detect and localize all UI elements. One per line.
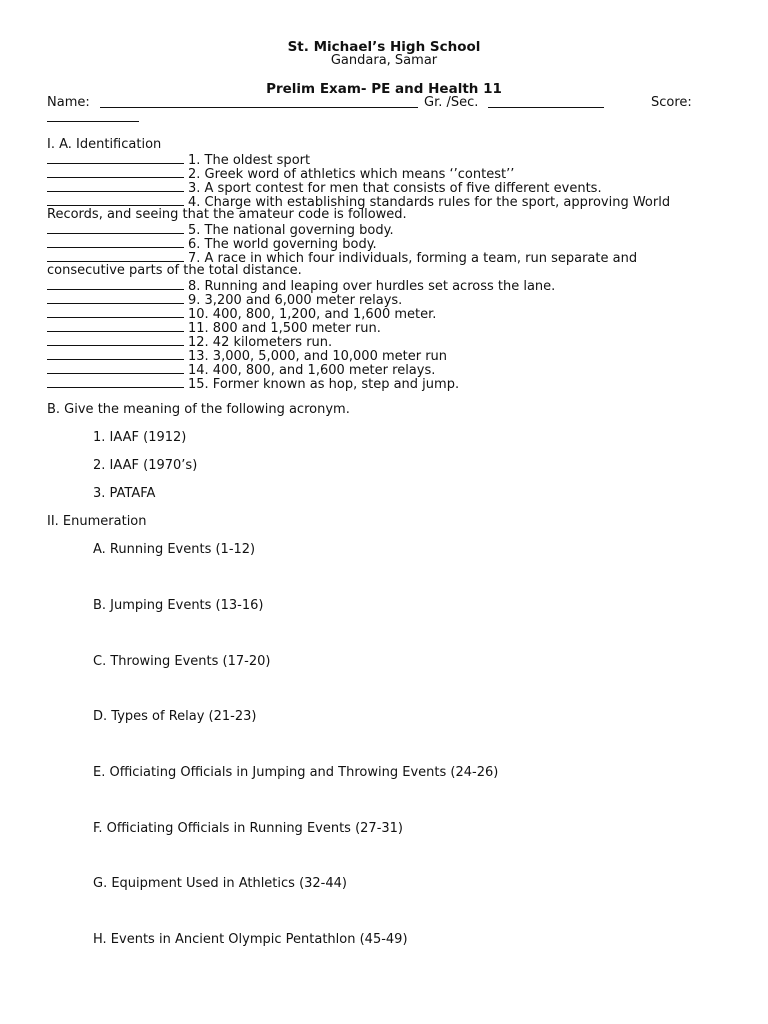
answer-blank[interactable]: [47, 292, 184, 304]
school-location: Gandara, Samar: [330, 53, 438, 68]
answer-blank[interactable]: [47, 348, 184, 360]
identification-item: 1. The oldest sport: [47, 152, 727, 168]
identification-item: 6. The world governing body.: [47, 236, 727, 252]
answer-blank[interactable]: [47, 152, 184, 164]
answer-blank[interactable]: [47, 334, 184, 346]
acronym-item: 1. IAAF (1912): [93, 430, 187, 445]
enumeration-item: D. Types of Relay (21-23): [93, 709, 257, 724]
enumeration-heading: II. Enumeration: [47, 514, 147, 529]
exam-title: Prelim Exam- PE and Health 11: [266, 81, 502, 97]
identification-item: 15. Former known as hop, step and jump.: [47, 376, 727, 392]
identification-item: 10. 400, 800, 1,200, and 1,600 meter.: [47, 306, 727, 322]
identification-item: 3. A sport contest for men that consists of five different events.: [47, 180, 727, 196]
answer-blank[interactable]: [47, 222, 184, 234]
answer-blank[interactable]: [47, 278, 184, 290]
identification-item-continuation: Records, and seeing that the amateur code is followed.: [47, 207, 407, 222]
acronym-item: 2. IAAF (1970’s): [93, 458, 198, 473]
enumeration-item: H. Events in Ancient Olympic Pentathlon (45-49): [93, 932, 408, 947]
score-label: Score:: [651, 95, 692, 110]
enumeration-item: G. Equipment Used in Athletics (32-44): [93, 876, 347, 891]
identification-item: 8. Running and leaping over hurdles set across the lane.: [47, 278, 727, 294]
identification-item: 12. 42 kilometers run.: [47, 334, 727, 350]
name-blank[interactable]: [100, 96, 418, 108]
identification-item: 11. 800 and 1,500 meter run.: [47, 320, 727, 336]
acronym-item: 3. PATAFA: [93, 486, 156, 501]
identification-heading: I. A. Identification: [47, 137, 162, 152]
answer-blank[interactable]: [47, 166, 184, 178]
school-name: St. Michael’s High School: [287, 39, 481, 55]
answer-blank[interactable]: [47, 236, 184, 248]
answer-blank[interactable]: [47, 306, 184, 318]
enumeration-item: B. Jumping Events (13-16): [93, 598, 264, 613]
score-blank[interactable]: [47, 110, 139, 122]
identification-item: 2. Greek word of athletics which means ‘’contest’’: [47, 166, 727, 182]
enumeration-item: E. Officiating Officials in Jumping and Throwing Events (24-26): [93, 765, 499, 780]
answer-blank[interactable]: [47, 180, 184, 192]
grsec-label: Gr. /Sec.: [424, 95, 479, 110]
name-label: Name:: [47, 95, 90, 110]
identification-item: 5. The national governing body.: [47, 222, 727, 238]
acronym-heading: B. Give the meaning of the following acronym.: [47, 402, 350, 417]
identification-item: 14. 400, 800, and 1,600 meter relays.: [47, 362, 727, 378]
answer-blank[interactable]: [47, 250, 184, 262]
answer-blank[interactable]: [47, 362, 184, 374]
enumeration-item: A. Running Events (1-12): [93, 542, 256, 557]
identification-item: 9. 3,200 and 6,000 meter relays.: [47, 292, 727, 308]
answer-blank[interactable]: [47, 194, 184, 206]
identification-item-continuation: consecutive parts of the total distance.: [47, 263, 302, 278]
identification-item: 13. 3,000, 5,000, and 10,000 meter run: [47, 348, 727, 364]
grsec-blank[interactable]: [488, 96, 604, 108]
answer-blank[interactable]: [47, 376, 184, 388]
identification-item: 4. Charge with establishing standards rules for the sport, approving World: [47, 194, 727, 210]
enumeration-item: F. Officiating Officials in Running Events (27-31): [93, 821, 404, 836]
answer-blank[interactable]: [47, 320, 184, 332]
identification-item: 7. A race in which four individuals, forming a team, run separate and: [47, 250, 727, 266]
enumeration-item: C. Throwing Events (17-20): [93, 654, 271, 669]
